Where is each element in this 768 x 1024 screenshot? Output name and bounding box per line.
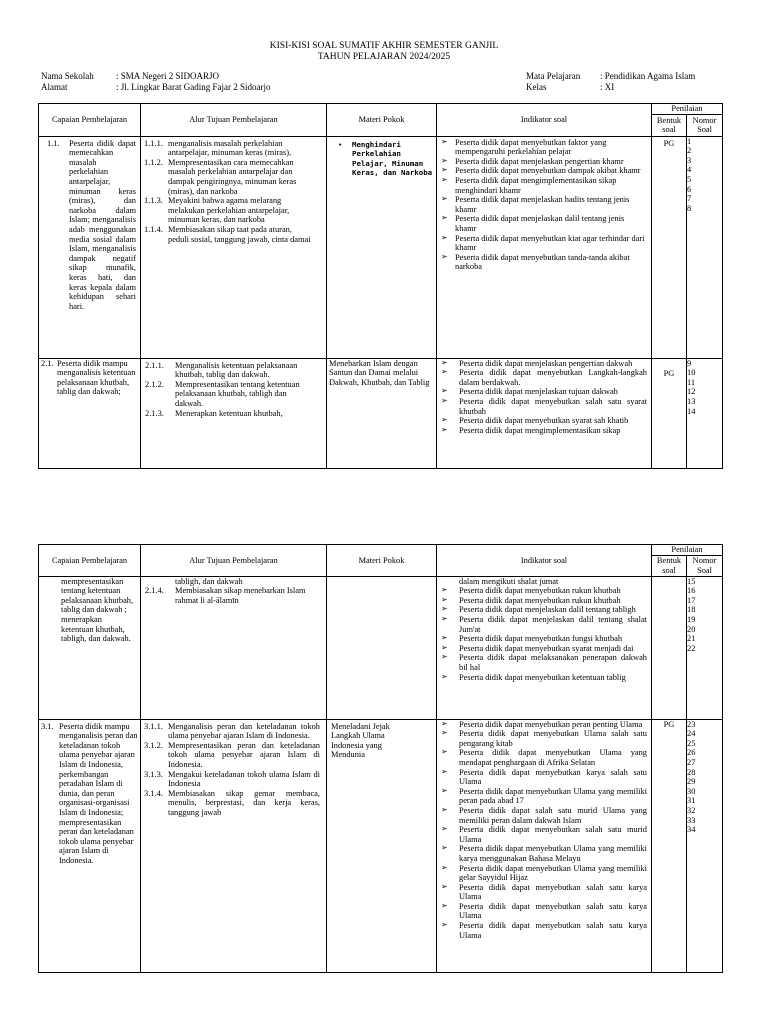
kisi-table-page1: [38, 103, 723, 469]
atp-cell: [141, 136, 327, 358]
atp-item: 1.1.2. Mempresentasikan cara memecahkan masalah perkelahian antarpelajar dan dampak pengiringnya, minuman keras (miras), dan narkoba: [144, 157, 297, 196]
indikator-item: ➢ Peserta didik dapat mengimplementasikan sikap: [441, 424, 621, 435]
indikator-item: ➢ Peserta didik dapat menyebutkan syarat sah khatib: [441, 415, 629, 426]
nomor-value: 34: [687, 825, 696, 835]
bentuk-value: PG: [663, 138, 675, 148]
atp-cell: [141, 719, 327, 972]
arrow-bullet-icon: ➢: [441, 232, 448, 242]
nomor-value: 18: [687, 605, 696, 615]
mapel-label: Mata Pelajaran: [526, 71, 581, 81]
indikator-item: ➢ Peserta didik dapat menyebutkan ketentuan tablig: [441, 671, 626, 682]
cp-number: 3.1.: [41, 721, 54, 731]
document-subtitle: TAHUN PELAJARAN 2024/2025: [317, 52, 451, 62]
nomor-value: 30: [687, 786, 696, 796]
arrow-bullet-icon: ➢: [441, 642, 448, 652]
indikator-item: ➢ Peserta didik dapat menyebutkan karya salah satu Ulama: [441, 766, 647, 787]
materi-text: Menghindari Perkelahian Pelajar, Minuman Keras, dan Narkoba: [352, 139, 433, 178]
indikator-cell: [437, 358, 652, 468]
materi-cell: [327, 576, 437, 719]
arrow-bullet-icon: ➢: [441, 824, 448, 834]
indikator-continuation: dalam mengikuti shalat jumat: [459, 576, 559, 586]
arrow-bullet-icon: ➢: [441, 785, 448, 795]
nomor-value: 27: [687, 757, 696, 767]
alamat-value: : Jl. Lingkar Barat Gading Fajar 2 Sidoarjo: [116, 82, 271, 92]
cp-cell: [39, 358, 141, 468]
arrow-bullet-icon: ➢: [441, 357, 448, 367]
arrow-bullet-icon: ➢: [441, 415, 448, 425]
indikator-item: ➢ Peserta didik dapat mengimplementasikan sikap menghindari khamr: [441, 174, 617, 195]
nomor-value: 16: [687, 586, 696, 596]
materi-text: Menebarkan Islam dengan Santun dan Damai melalui Dakwah, Khutbah, dan Tablig: [329, 358, 430, 387]
arrow-bullet-icon: ➢: [441, 367, 448, 377]
atp-item: 2.1.1. Menganalisis ketentuan pelaksanaan khutbah, tablig dan dakwah.: [145, 360, 298, 380]
indikator-item: ➢ Peserta didik dapat menjelaskan hadits tentang jenis khamr: [441, 194, 630, 214]
cp-cell: [39, 136, 141, 358]
indikator-item: ➢ Peserta didik dapat menyebutkan Ulama yang memiliki peran pada abad 17: [441, 785, 647, 806]
header-bentuk: Bentuk soal: [652, 555, 687, 576]
arrow-bullet-icon: ➢: [441, 395, 448, 405]
arrow-bullet-icon: ➢: [441, 251, 448, 261]
atp-item: 1.1.3. Meyakini bahwa agama melarang melakukan perkelahian antarpelajar, minuman keras, dan narkoba: [144, 196, 290, 225]
indikator-item: ➢ Peserta didik dapat menyebutkan salah satu murid Ulama: [441, 824, 647, 844]
arrow-bullet-icon: ➢: [441, 194, 448, 204]
indikator-item: ➢ Peserta didik dapat menyebutkan peran penting Ulama: [441, 718, 643, 729]
header-indikator: Indikator soal: [437, 104, 652, 137]
bentuk-cell: [652, 358, 687, 468]
atp-cell: [141, 358, 327, 468]
cp-text: Peserta didik dapat memecahkan masalah perkelahian antarpelajar, minuman keras (miras), dan narkoba dalam Islam; menganalisis adab menggunakan media sosial dalam Islam, menganalisis dampak negatif sikap munafik, keras hati, dan keras kepala dalam kehidupan sehari hari.: [69, 138, 136, 311]
bentuk-value: PG: [663, 368, 675, 378]
bentuk-cell: [652, 576, 687, 719]
nama-sekolah-label: Nama Sekolah: [41, 71, 94, 81]
header-nomor: Nomor Soal: [687, 555, 723, 576]
atp-item: 3.1.4. Membiasakan sikap gemar membaca, menulis, berprestasi, dan kerja keras, tanggung jawab: [144, 788, 320, 817]
header-indikator: Indikator soal: [437, 545, 652, 577]
indikator-item: ➢ Peserta didik dapat menjelaskan dalil tentang tabligh: [441, 604, 636, 615]
arrow-bullet-icon: ➢: [441, 804, 448, 814]
cp-text: Peserta didik mampu menganalisis ketentuan pelaksanaan khutbah, tablig dan dakwah;: [57, 358, 136, 397]
mapel-value: : Pendidikan Agama Islam: [600, 71, 696, 81]
indikator-item: ➢ Peserta didik dapat menjelaskan dalil tentang jenis khamr: [441, 213, 625, 233]
arrow-bullet-icon: ➢: [441, 881, 448, 891]
nomor-value: 31: [687, 796, 696, 806]
indikator-item: ➢ Peserta didik dapat menyebutkan salah satu karya Ulama: [441, 920, 647, 940]
indikator-item: ➢ Peserta didik dapat menyebutkan dampak akibat khamr: [441, 165, 641, 176]
indikator-cell: [437, 136, 652, 358]
nomor-value: 26: [687, 748, 696, 758]
nomor-value: 23: [687, 719, 696, 729]
kisi-table-page2: [38, 544, 723, 973]
indikator-item: ➢ Peserta didik dapat menyebutkan Ulama yang memiliki karya menggunakan Bahasa Melayu: [441, 843, 647, 863]
atp-cell: [141, 576, 327, 719]
nomor-cell: [687, 358, 723, 468]
indikator-item: ➢ Peserta didik dapat menjelaskan pengertian khamr: [441, 155, 624, 166]
indikator-item: ➢ Peserta didik dapat menyebutkan rukun khutbah: [441, 585, 621, 596]
header-bentuk: Bentuk soal: [652, 114, 687, 136]
arrow-bullet-icon: ➢: [441, 165, 448, 175]
arrow-bullet-icon: ➢: [441, 136, 448, 146]
header-nomor: Nomor Soal: [687, 114, 723, 136]
atp-item: 2.1.3. Menerapkan ketentuan khutbah,: [145, 408, 283, 418]
bullet-icon: •: [338, 139, 343, 149]
nomor-value: 19: [687, 614, 696, 624]
indikator-item: ➢ Peserta didik dapat menyebutkan faktor yang mempengaruhi perkelahian pelajar: [441, 136, 607, 157]
materi-cell: [327, 719, 437, 972]
nomor-value: 8: [687, 203, 692, 213]
arrow-bullet-icon: ➢: [441, 386, 448, 396]
nomor-value: 25: [687, 738, 696, 748]
nomor-value: 13: [687, 396, 696, 406]
arrow-bullet-icon: ➢: [441, 604, 448, 614]
arrow-bullet-icon: ➢: [441, 728, 448, 738]
arrow-bullet-icon: ➢: [441, 862, 448, 872]
nomor-cell: [687, 136, 723, 358]
materi-cell: [327, 136, 437, 358]
indikator-item: ➢ Peserta didik dapat menyebutkan tanda-tanda akibat narkoba: [441, 251, 630, 272]
bentuk-value: PG: [663, 719, 675, 729]
atp-continuation: tabligh, dan dakwah: [175, 576, 243, 586]
nomor-value: 17: [687, 595, 696, 605]
header-materi: Materi Pokok: [327, 104, 437, 137]
nomor-value: 2: [687, 146, 692, 156]
header-atp: Alur Tujuan Pembelajaran: [141, 104, 327, 137]
atp-item: 3.1.2. Mempresentasikan peran dan keteladanan tokoh ulama penyebar ajaran Islam di Indonesia.: [144, 740, 320, 769]
indikator-item: ➢ Peserta didik dapat menyebutkan Langkah-langkah dalam berdakwah.: [441, 367, 647, 387]
nomor-value: 32: [687, 805, 696, 815]
header-atp: Alur Tujuan Pembelajaran: [141, 545, 327, 577]
indikator-item: ➢ Peserta didik dapat menyebutkan rukun khutbah: [441, 594, 621, 605]
indikator-item: ➢ Peserta didik dapat menjelaskan dalil tentang shalat Jum'at: [441, 613, 647, 634]
atp-item: 2.1.2. Mempresentasikan tentang ketentuan pelaksanaan khutbah, tabligh dan dakwah.: [145, 379, 300, 408]
cp-text: Peserta didik mampu menganalisis peran dan keteladanan tokoh ulama penyebar ajaran Islam di Indonesia, perkembangan peradaban Islam di dunia, dan peran organisasi-organisasi Islam di Indonesia; mempresentasikan peran dan keteladanan tokoh ulama penyebar ajaran Islam di Indonesia.: [59, 721, 138, 865]
nomor-value: 11: [687, 377, 696, 387]
arrow-bullet-icon: ➢: [441, 718, 448, 728]
arrow-bullet-icon: ➢: [441, 843, 448, 853]
indikator-item: ➢ Peserta didik dapat menjelaskan pengertian dakwah: [441, 357, 633, 368]
arrow-bullet-icon: ➢: [441, 766, 448, 776]
arrow-bullet-icon: ➢: [441, 594, 448, 604]
nomor-value: 14: [687, 406, 696, 416]
atp-item: 3.1.1. Menganalisis peran dan keteladanan tokoh ulama penyebar ajaran Islam di Indonesia.: [144, 721, 320, 741]
cp-text: mempresentasikan tentang ketentuan pelaksanaan khutbah, tablig dan dakwah ; menerapkan ketentuan khutbah, tabligh, dan dakwah.: [61, 576, 134, 644]
indikator-item: ➢ Peserta didik dapat menyebutkan Ulama yang memiliki gelar Sayyidul Hijaz: [441, 862, 647, 883]
nomor-value: 33: [687, 815, 696, 825]
arrow-bullet-icon: ➢: [441, 174, 448, 184]
nomor-value: 12: [687, 387, 696, 397]
nomor-value: 4: [687, 165, 692, 175]
alamat-label: Alamat: [41, 82, 68, 92]
atp-item: 1.1.4. Membiasakan sikap taat pada aturan, peduli sosial, tanggung jawab, cinta damai: [144, 224, 311, 244]
arrow-bullet-icon: ➢: [441, 424, 448, 434]
nomor-cell: [687, 576, 723, 719]
header-penilaian: Penilaian: [652, 104, 723, 115]
nomor-value: 5: [687, 174, 692, 184]
indikator-item: ➢ Peserta didik dapat menyebutkan kiat agar terhindar dari khamr: [441, 232, 645, 253]
cp-cell: [39, 576, 141, 719]
bentuk-cell: [652, 719, 687, 972]
nomor-value: 10: [687, 368, 696, 378]
nomor-value: 20: [687, 624, 696, 634]
indikator-item: ➢ Peserta didik dapat melaksanakan penerapan dakwah bil hal: [441, 652, 647, 672]
nomor-cell: [687, 719, 723, 972]
indikator-item: ➢ Peserta didik dapat menyebutkan salah satu karya Ulama: [441, 900, 647, 921]
nomor-value: 29: [687, 777, 696, 787]
atp-item: 3.1.3. Mengakui keteladanan tokoh ulama Islam di Indonesia: [144, 769, 320, 789]
indikator-item: ➢ Peserta didik dapat menyebutkan Ulama salah satu pengarang kitab: [441, 728, 647, 748]
nomor-value: 22: [687, 643, 696, 653]
kelas-label: Kelas: [526, 82, 547, 92]
nomor-value: 6: [687, 184, 692, 194]
header-penilaian: Penilaian: [652, 545, 723, 556]
arrow-bullet-icon: ➢: [441, 652, 448, 662]
arrow-bullet-icon: ➢: [441, 613, 448, 623]
arrow-bullet-icon: ➢: [441, 213, 448, 223]
atp-item: 1.1.1. menganalisis masalah perkelahian antarpelajar, minuman keras (miras),: [144, 138, 292, 158]
nomor-value: 7: [687, 194, 692, 204]
indikator-item: ➢ Peserta didik dapat menyebutkan salah satu karya Ulama: [441, 881, 647, 902]
indikator-cell: [437, 576, 652, 719]
nama-sekolah-value: : SMA Negeri 2 SIDOARJO: [116, 71, 220, 81]
document-title: KISI-KISI SOAL SUMATIF AKHIR SEMESTER GANJIL: [269, 41, 499, 51]
bentuk-cell: [652, 136, 687, 358]
indikator-item: ➢ Peserta didik dapat menyebutkan salah satu syarat khutbah: [441, 395, 647, 416]
header-cp: Capaian Pembelajaran: [39, 545, 141, 577]
materi-text: Meneladani Jejak Langkah Ulama Indonesia yang Mendunia: [331, 721, 390, 760]
indikator-item: ➢ Peserta didik dapat menyebutkan Ulama yang mendapat penghargaan di Afrika Selatan: [441, 747, 647, 767]
nomor-value: 3: [687, 155, 692, 165]
arrow-bullet-icon: ➢: [441, 920, 448, 930]
header-cp: Capaian Pembelajaran: [39, 104, 141, 137]
cp-number: 2.1.: [41, 358, 54, 368]
nomor-value: 21: [687, 634, 696, 644]
cp-number: 1.1.: [47, 138, 60, 148]
nomor-value: 1: [687, 136, 692, 146]
indikator-item: ➢ Peserta didik dapat menyebutkan fungsi khutbah: [441, 633, 623, 644]
arrow-bullet-icon: ➢: [441, 900, 448, 910]
indikator-item: ➢ Peserta didik dapat menyebutkan syarat menjadi dai: [441, 642, 634, 653]
nomor-value: 24: [687, 729, 696, 739]
arrow-bullet-icon: ➢: [441, 585, 448, 595]
arrow-bullet-icon: ➢: [441, 671, 448, 681]
arrow-bullet-icon: ➢: [441, 633, 448, 643]
indikator-cell: [437, 719, 652, 972]
header-materi: Materi Pokok: [327, 545, 437, 577]
nomor-value: 28: [687, 767, 696, 777]
atp-item: 2.1.4. Membiasakan sikap menebarkan Islam rahmat li al-ālamīn: [145, 586, 306, 605]
nomor-value: 15: [687, 576, 696, 586]
indikator-item: ➢ Peserta didik dapat menjelaskan tujuan dakwah: [441, 386, 618, 397]
nomor-value: 9: [687, 358, 692, 368]
cp-cell: [39, 719, 141, 972]
arrow-bullet-icon: ➢: [441, 747, 448, 757]
arrow-bullet-icon: ➢: [441, 155, 448, 165]
kelas-value: : XI: [600, 82, 615, 92]
indikator-item: ➢ Peserta didik dapat salah satu murid Ulama yang memiliki peran dalam dakwah Islam: [441, 804, 647, 825]
materi-cell: [327, 358, 437, 468]
